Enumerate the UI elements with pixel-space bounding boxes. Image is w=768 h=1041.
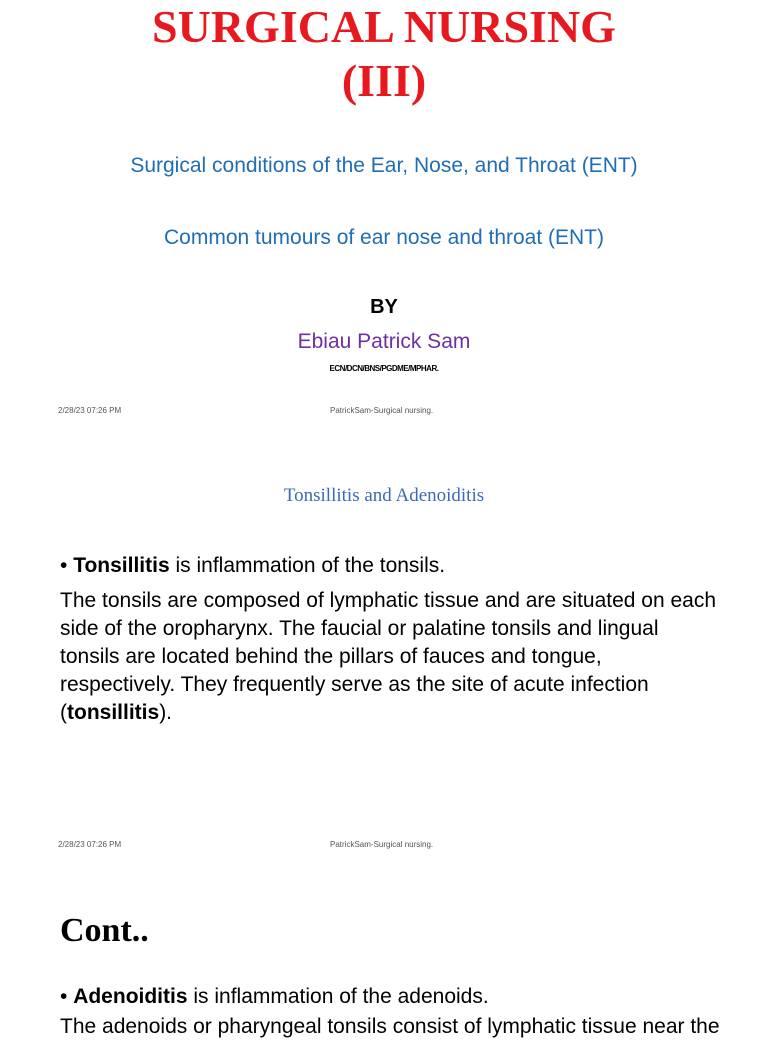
bullet-term: Tonsillitis [73, 554, 170, 577]
adenoids-paragraph: The adenoids or pharyngeal tonsils consist of lymphatic tissue near the [60, 1015, 720, 1038]
bullet-text: is inflammation of the tonsils. [169, 554, 446, 577]
footer-date: 2/28/23 07:26 PM [58, 406, 122, 415]
title-slide [0, 0, 768, 430]
paragraph-text: The tonsils are composed of lymphatic tissue and are situated on each side of the oropharynx. The faucial or palatine tonsils and lingual tonsils are located behind the pillars of fauces and tongue, respectively. They frequently serve as the site of acute infection ( [60, 589, 717, 724]
bullet-term: Adenoiditis [73, 985, 188, 1008]
author-name: Ebiau Patrick Sam [297, 330, 471, 353]
by-label: BY [370, 296, 398, 318]
paragraph-term: tonsillitis [67, 701, 160, 724]
footer-author: PatrickSam-Surgical nursing. [330, 406, 434, 415]
author-credentials: ECN/DCN/BNS/PGDME/MPHAR. [329, 364, 439, 373]
main-title-numeral: (III) [341, 55, 427, 106]
main-title: SURGICAL NURSING [152, 1, 616, 52]
bullet-text: is inflammation of the adenoids. [187, 985, 489, 1008]
footer-date: 2/28/23 07:26 PM [58, 840, 122, 849]
slide-heading: Cont.. [60, 912, 149, 949]
bullet-icon: • [60, 985, 74, 1008]
subtitle-ent-conditions: Surgical conditions of the Ear, Nose, and Throat (ENT) [130, 154, 638, 177]
footer-author: PatrickSam-Surgical nursing. [330, 840, 434, 849]
bullet-adenoiditis [60, 983, 720, 1011]
paragraph-end: ). [159, 701, 173, 724]
tonsillitis-slide [0, 440, 768, 860]
adenoiditis-slide [0, 870, 768, 1038]
bullet-tonsillitis [60, 552, 720, 580]
bullet-icon: • [60, 554, 74, 577]
tonsils-paragraph [60, 587, 720, 727]
slide-heading: Tonsillitis and Adenoiditis [283, 485, 485, 506]
subtitle-ent-tumours: Common tumours of ear nose and throat (ENT) [163, 226, 604, 249]
